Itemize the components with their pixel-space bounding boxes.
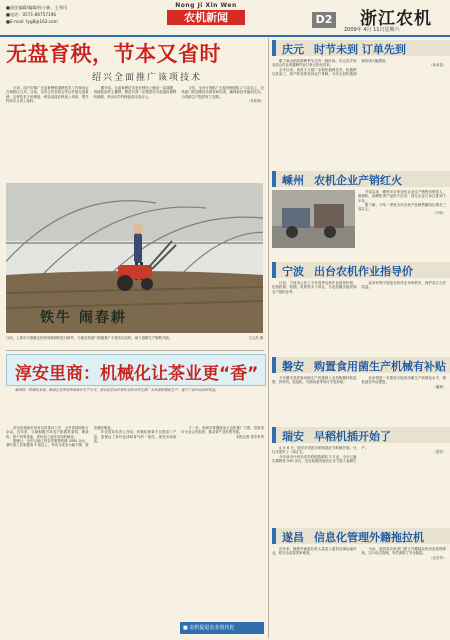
brief-title: 早稻机插开始了 <box>314 430 391 443</box>
brief-author: （郑雪） <box>432 450 446 455</box>
brief-paragraph: 4 月 8 日，瑞安市首批早稻机插在马屿镇开插，比往年提早了一周左右。 <box>272 446 357 455</box>
brief-body <box>272 376 446 428</box>
masthead <box>0 0 450 38</box>
brief-body <box>272 547 446 635</box>
brief-title: 信息化管理外籍拖拉机 <box>314 531 424 544</box>
brief-body <box>272 59 446 163</box>
lead-body <box>6 86 264 174</box>
feature-footer: 本报记者 茶乡采风 <box>235 434 264 439</box>
feature-headline: 淳安里商：机械化让茶业更“香” <box>15 364 259 384</box>
brief-paragraph: 日前，宁波市公布了今年春季农机作业指导价格，包括机耕、机插、机防等多个项目，为农机服务组织和农户提供参考。 <box>272 281 357 294</box>
paper-name: 浙江农机 <box>360 9 432 29</box>
brief-header <box>272 262 450 278</box>
brief-author: （潘林） <box>432 384 446 389</box>
brief-paragraph: 此举将进一步提高当地食用菌生产机械化水平，降低菇农劳动强度。 <box>361 376 446 385</box>
brief-paragraph: 据了解，今年一季度全市农机产品销售额同比增长三成以上。 <box>358 202 446 212</box>
brief-title: 农机企业产销红火 <box>314 174 402 187</box>
lead-paragraph: 日前，绍兴市推广无盘育秧机插秧技术工作现场会在柯桥区召开。目前，全市已有农机合作社开展无盘育秧，这种技术不用秧盘，秧苗直接在秧床上培育，既节约成本又省工省时。 <box>6 86 89 103</box>
brief-region: 嵊州 <box>282 174 304 187</box>
feature-intro <box>8 388 262 422</box>
feature-paragraph: 乡农技站负责人介绍，机械化制茶不仅提高了产量，更保证了茶叶色泽和香气的一致性，深受市场欢迎。 <box>93 430 177 443</box>
feature-tag <box>180 622 264 634</box>
brief-body <box>272 446 446 506</box>
brief-body <box>358 190 446 252</box>
brief-header <box>272 427 450 443</box>
brief-author: （吴米花） <box>429 63 446 68</box>
divider <box>6 350 264 351</box>
brief-region: 宁波 <box>282 265 304 278</box>
photo-caption <box>6 336 263 348</box>
lead-photo <box>6 183 263 333</box>
brief-photo <box>272 190 355 248</box>
brief-title: 购置食用菌生产机械有补贴 <box>314 360 446 373</box>
photo-watermark: 铁牛 闹春耕 <box>40 310 127 326</box>
masthead-rule <box>0 35 450 37</box>
feature-tag-text: ■ 农机促进农业现代化 <box>183 625 235 631</box>
brief-paragraph: 去年以来，该县大力推广水稻机插秧技术，机插秧以其省工、高产的优势受到农户青睐，今年全县机插面积有望大幅增加。 <box>272 59 389 76</box>
brief-body <box>272 281 446 347</box>
brief-paragraph: 开春以来，嵊州市多家农机企业生产销售形势喜人，微耕机、插秧机等产品供不应求，部分企业订单已排到下半年。 <box>358 190 446 203</box>
lead-headline: 无盘育秧，节本又省时 <box>6 42 221 66</box>
brief-title: 出台农机作业指导价 <box>314 265 413 278</box>
brief-header <box>272 40 450 56</box>
phone-line: ■电话：0571-86757196 <box>6 12 57 17</box>
brief-title: 时节未到 订单先到 <box>314 43 406 56</box>
brief-paragraph: 为此，遂昌县农机部门建立外籍拖拉机信息管理系统，实行动态管理，有效消除了安全隐患。 <box>361 547 446 556</box>
editor-info <box>6 4 116 25</box>
brief-paragraph: 今年磐安县将食用菌生产机械纳入农机购置补贴范围，拌料机、装袋机、灭菌设备等均可享受补贴。 <box>272 376 357 385</box>
brief-header <box>272 171 450 187</box>
brief-author: （小妙） <box>432 211 446 216</box>
feature-paragraph: 淳安县里商乡是有名的茶叶之乡，全乡茶园面积万余亩。近年来，当地积极引导农户添置采茶机、理条机、烘干机等设备，茶叶加工逐步实现机械化。 <box>6 426 89 439</box>
editor-line: ■责任编辑/编辑/孙小新、王秀风 <box>6 5 68 10</box>
machinery-photo <box>272 190 355 248</box>
column-pinyin: Nong Ji Xin Wen <box>175 2 237 9</box>
feature-paragraph: 下一步，里商乡将继续加大农机推广力度，培育茶叶专业合作组织，推动茶产业转型升级。 <box>181 426 264 435</box>
brief-paragraph: 近年来，随着外地拖拉机大量进入遂昌从事运输作业，给安全监管带来难度。 <box>272 547 357 556</box>
photo-credit: 王云杰 摄 <box>248 336 263 340</box>
brief-author: （毛学华） <box>429 555 446 560</box>
lead-paragraph: 据介绍，无盘育秧技术是在秧田上铺设一层薄膜，再铺放营养土播种，秧苗长到一定程度后可直接用插秧机栽插，每亩可节约秧盘成本近百元。 <box>93 86 177 99</box>
lead-author: （朱松林） <box>247 98 264 103</box>
lead-paragraph: 今年，全市计划推广无盘育秧面积 2 万亩以上，农机部门将加强技术指导和培训，确保新技术落到实处，为春耕生产提供有力支撑。 <box>181 86 264 99</box>
email-line: ■E-mail: tyg8@163.com <box>6 19 58 24</box>
intro-text: 编者按：机械化采茶、制茶正在改变传统茶叶生产方式，淳安县里商乡依托农机合作社推广名优茶机械化生产，提升了茶叶品质和效益。 <box>15 388 219 392</box>
brief-paragraph: 眼下离水稻机插秧季节还有一段时间，庆元县多家农机合作社的插秧作业订单已纷至沓来。 <box>272 59 357 68</box>
brief-region: 庆元 <box>282 43 304 56</box>
brief-paragraph: 此举有利于规范农机作业市场秩序，保护双方合法权益。 <box>361 281 446 290</box>
date-line: 2009年 4月 11日星期六 <box>344 27 400 33</box>
brief-header <box>272 357 450 373</box>
column-name: 农机新闻 <box>167 10 245 25</box>
lead-subheadline: 绍兴全面推广该项技术 <box>92 73 203 83</box>
caption-text: 日前，上虞市丰惠镇农民使用微耕机进行耕作，当地农机部门积极推广小型实用农机，助力春耕生产顺利开展。 <box>6 336 173 340</box>
brief-region: 磐安 <box>282 360 304 373</box>
brief-header <box>272 528 450 544</box>
brief-paragraph: 今年该市计划完成早稻机插面积 3 万亩，全市已落实插秧机 500 余台，各农机服务组织正全力投入春耕生产。 <box>272 446 369 463</box>
brief-region: 瑞安 <box>282 430 304 443</box>
feature-body <box>6 426 264 622</box>
brief-region: 遂昌 <box>282 531 304 544</box>
feature-paragraph: 据统计，全乡目前已有各类制茶机械 2000 余台，茶叶加工效率提高 3 倍以上，劳动力成本大幅下降，茶农增收明显。 <box>6 426 114 448</box>
page-code: D2 <box>312 12 336 28</box>
feature-headline-box <box>6 354 266 386</box>
right-column-rule <box>268 38 269 638</box>
